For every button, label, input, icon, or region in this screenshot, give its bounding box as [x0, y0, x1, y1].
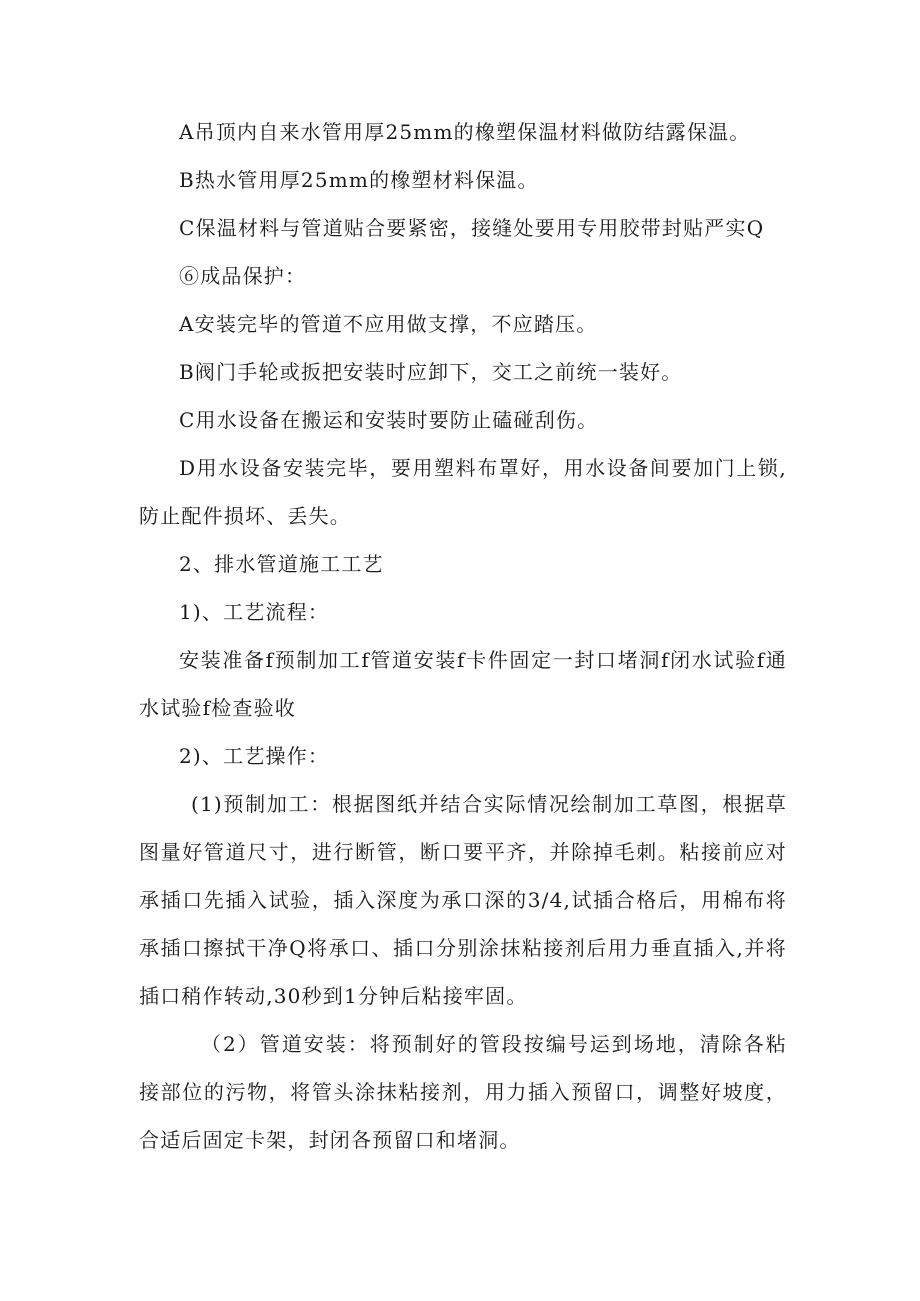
subsection-heading: 1)、工艺流程：: [179, 600, 330, 624]
section-heading: 2、排水管道施工工艺: [179, 552, 384, 576]
paragraph: A安装完毕的管道不应用做支撑，不应踏压。: [179, 312, 598, 336]
document-body: [139, 108, 787, 1164]
paragraph: D用水设备安装完毕，要用塑料布罩好，用水设备间要加门上锁,防止配件损坏、丢失。: [139, 456, 787, 528]
paragraph: B热水管用厚25mm的橡塑材料保温。: [179, 168, 539, 192]
section-heading: ⑥成品保护：: [179, 264, 307, 288]
paragraph: C用水设备在搬运和安装时要防止磕碰刮伤。: [179, 408, 599, 432]
subsection-heading: 2)、工艺操作：: [179, 744, 330, 768]
paragraph: 安装准备f预制加工f管道安装f卡件固定一封口堵洞f闭水试验f通水试验f检查验收: [139, 648, 787, 720]
paragraph: (1)预制加工：根据图纸并结合实际情况绘制加工草图，根据草图量好管道尺寸，进行断管，断口要平齐，并除掉毛刺。粘接前应对承插口先插入试验，插入深度为承口深的3/4,试插合格后，用棉布将承插口擦拭干净Q将承口、插口分别涂抹粘接剂后用力垂直插入,并将插口稍作转动,30秒到1分钟后粘接牢固。: [139, 792, 787, 1008]
paragraph: C保温材料与管道贴合要紧密，接缝处要用专用胶带封贴严实Q: [179, 216, 765, 240]
paragraph: B阀门手轮或扳把安装时应卸下，交工之前统一装好。: [179, 360, 683, 384]
paragraph: A吊顶内自来水管用厚25mm的橡塑保温材料做防结露保温。: [179, 120, 751, 144]
paragraph: （2）管道安装：将预制好的管段按编号运到场地，清除各粘接部位的污物，将管头涂抹粘接剂，用力插入预留口，调整好坡度，合适后固定卡架，封闭各预留口和堵洞。: [139, 1032, 787, 1152]
